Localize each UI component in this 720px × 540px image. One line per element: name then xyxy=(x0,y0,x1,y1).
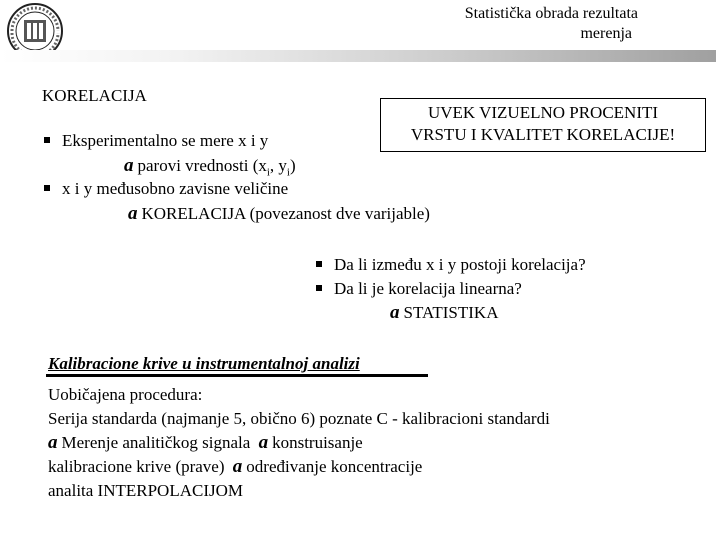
callout-box xyxy=(380,98,706,152)
header-gradient-rule xyxy=(0,50,716,62)
callout-line-1: UVEK VIZUELNO PROCENITI xyxy=(427,103,659,122)
callout-line-2: VRSTU I KVALITET KORELACIJE! xyxy=(410,125,676,144)
implies-arrow-icon: a xyxy=(232,456,243,477)
bullet-2-text: x i y međusobno zavisne veličine xyxy=(62,179,289,198)
calibration-rule xyxy=(46,374,428,377)
section-title: KORELACIJA xyxy=(42,86,147,105)
bullet-1-text: Eksperimentalno se mere x i y xyxy=(62,131,269,150)
implies-arrow-icon: a xyxy=(390,302,400,323)
header-line-1: Statistička obrada rezultata xyxy=(464,5,638,22)
korelacija-text: KORELACIJA (povezanost dve varijable) xyxy=(141,204,430,223)
calibration-line-3 xyxy=(48,433,363,453)
implies-arrow-icon: a xyxy=(124,155,134,176)
question-1 xyxy=(316,255,586,275)
calibration-line-5: analita INTERPOLACIJOM xyxy=(48,481,244,500)
answer-line xyxy=(390,303,498,323)
subscript-i: i xyxy=(266,166,270,179)
calibration-line-1: Uobičajena procedura: xyxy=(48,385,203,404)
slide-header xyxy=(465,4,638,44)
calibration-title: Kalibracione krive u instrumentalnoj analizi xyxy=(48,354,360,373)
calibration-line-2: Serija standarda (najmanje 5, obično 6) poznate C - kalibracioni standardi xyxy=(48,409,550,428)
bullet-2 xyxy=(44,179,288,199)
bullet-square-icon xyxy=(44,185,50,191)
bullet-square-icon xyxy=(316,261,322,267)
implies-arrow-icon: a xyxy=(128,203,138,224)
pairs-text-end: ) xyxy=(289,156,296,175)
calibration-line-4 xyxy=(48,457,422,477)
bullet-1 xyxy=(44,131,268,151)
pairs-text: parovi vrednosti (x xyxy=(137,156,267,175)
implies-arrow-icon: a xyxy=(48,432,58,453)
bullet-1-sub xyxy=(124,155,296,179)
question-2-text: Da li je korelacija linearna? xyxy=(334,279,522,298)
bullet-square-icon xyxy=(44,137,50,143)
pairs-text-mid: , y xyxy=(269,156,287,175)
calibration-line-4a: kalibracione krive (prave) xyxy=(48,457,225,476)
bullet-2-sub xyxy=(128,204,430,224)
question-2 xyxy=(316,279,522,299)
calibration-line-3a: Merenje analitičkog signala xyxy=(61,433,251,452)
answer-text: STATISTIKA xyxy=(403,303,499,322)
bullet-square-icon xyxy=(316,285,322,291)
calibration-line-3b: konstruisanje xyxy=(272,433,363,452)
calibration-line-4b: određivanje koncentracije xyxy=(246,457,423,476)
question-1-text: Da li između x i y postoji korelacija? xyxy=(334,255,586,274)
subscript-i: i xyxy=(286,166,290,179)
implies-arrow-icon: a xyxy=(258,432,269,453)
header-line-2: merenja xyxy=(580,25,632,42)
